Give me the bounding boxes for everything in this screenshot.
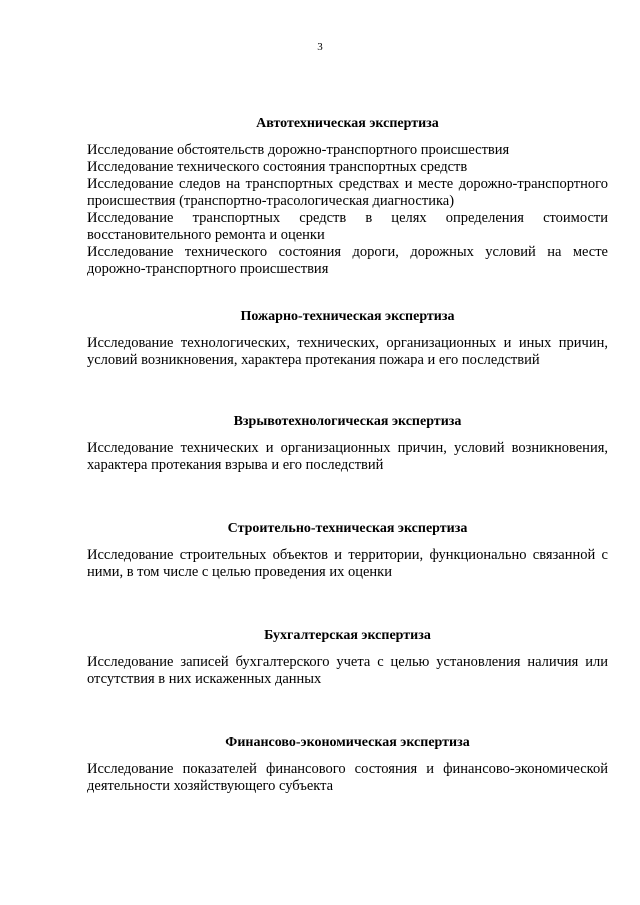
section-financial-economic [87,734,608,795]
section-title: Строительно-техническая экспертиза [227,521,468,536]
list-item: Исследование записей бухгалтерского учета с целью установления наличия или отсутствия в них искаженных данных [87,654,608,687]
list-item: Исследование строительных объектов и территории, функционально связанной с ними, в том числе с целью проведения их оценки [87,547,608,580]
section-title: Финансово-экономическая экспертиза [225,735,470,750]
section-title: Взрывотехнологическая экспертиза [233,414,462,429]
section-title: Бухгалтерская экспертиза [264,628,431,643]
list-item: Исследование технического состояния дороги, дорожных условий на месте дорожно-транспортного происшествия [87,244,608,277]
list-item: Исследование обстоятельств дорожно-транспортного происшествия [87,142,510,158]
list-item: Исследование технического состояния транспортных средств [87,159,468,175]
section-explosion-technological [87,413,608,474]
list-item: Исследование технологических, технических, организационных и иных причин, условий возникновения, характера протекания пожара и его последствий [87,335,608,368]
section-accounting [87,627,608,688]
document-body [87,115,608,795]
list-item: Исследование технических и организационных причин, условий возникновения, характера протекания взрыва и его последствий [87,440,608,473]
page-number: 3 [317,41,323,53]
list-item: Исследование показателей финансового состояния и финансово-экономической деятельности хозяйствующего субъекта [87,761,608,794]
section-construction-technical [87,520,608,581]
list-item: Исследование транспортных средств в целях определения стоимости восстановительного ремонта и оценки [87,210,608,243]
section-autotechnical [87,115,608,278]
list-item: Исследование следов на транспортных средствах и месте дорожно-транспортного происшествия (транспортно-трасологическая диагностика) [87,176,608,209]
section-title: Пожарно-техническая экспертиза [240,309,455,324]
section-title: Автотехническая экспертиза [256,116,439,131]
section-fire-technical [87,308,608,369]
